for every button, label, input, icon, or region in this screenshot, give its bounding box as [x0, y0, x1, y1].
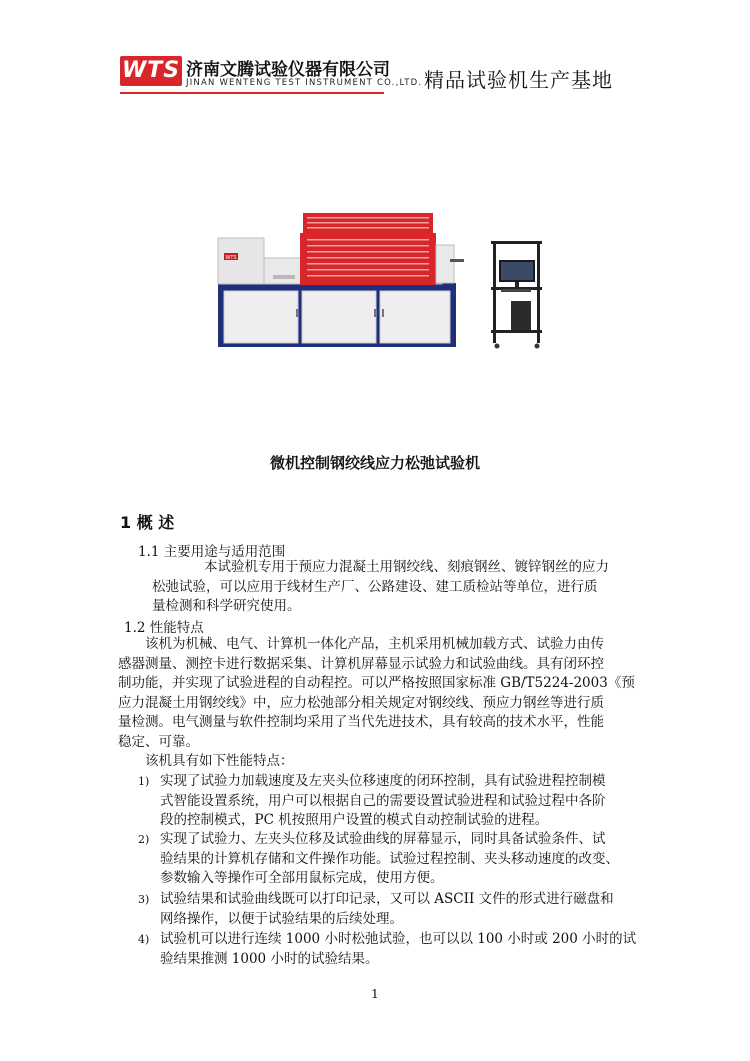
- red-cover-top: [303, 213, 433, 235]
- paragraph-line: 该机具有如下性能特点：: [145, 753, 294, 769]
- paragraph-line: 感器测量、测控卡进行数据采集、计算机屏幕显示试验力和试验曲线。具有闭环控: [118, 655, 604, 672]
- list-item-line: 实现了试验力、左夹头位移及试验曲线的屏幕显示，同时具备试验条件、试: [160, 831, 606, 847]
- computer-tower: [511, 301, 531, 331]
- paragraph-line: 量检测和科学研究使用。: [152, 598, 301, 614]
- paragraph-line: 本试验机专用于预应力混凝土用钢绞线、刻痕钢丝、镀锌钢丝的应力: [204, 559, 609, 575]
- logo-underline: [120, 92, 384, 94]
- paragraph-line: 松弛试验，可以应用于线材生产厂、公路建设、建工质检站等单位，进行质: [152, 578, 598, 595]
- company-logo-mark: WTS: [120, 56, 182, 86]
- document-title: 微机控制钢绞线应力松弛试验机: [269, 454, 480, 472]
- page-number: 1: [371, 987, 379, 1001]
- company-name-cn: 济南文腾试验仪器有限公司: [186, 60, 390, 80]
- list-item-line: 试验机可以进行连续 1000 小时松弛试验，也可以以 100 小时或 200 小时的试: [160, 931, 637, 947]
- cabinet-door-right: [380, 291, 450, 343]
- display-label: WTS: [225, 255, 237, 261]
- list-number: 4): [138, 933, 150, 946]
- cabinet-door-left: [224, 291, 298, 343]
- list-item-line: 参数输入等操作可全部用鼠标完成，使用方便。: [160, 870, 444, 886]
- company-name-en: JINAN WENTENG TEST INSTRUMENT CO.,LTD.: [186, 78, 423, 88]
- list-item-line: 网络操作，以便于试验结果的后续处理。: [160, 910, 403, 927]
- list-item-line: 试验结果和试验曲线既可以打印记录，又可以 ASCII 文件的形式进行磁盘和: [160, 891, 614, 907]
- header-slogan: 精品试验机生产基地: [424, 68, 613, 92]
- list-item-line: 验结果的计算机存储和文件操作功能。试验过程控制、夹头移动速度的改变、: [160, 850, 619, 867]
- paragraph-line: 制功能，并实现了试验进程的自动程控。可以严格按照国家标准 GB/T5224-2003《预: [118, 675, 635, 691]
- list-number: 2): [138, 833, 150, 846]
- product-photo: [215, 205, 555, 350]
- list-number: 1): [138, 775, 150, 788]
- subsection-heading-1-1: 1.1 主要用途与适用范围: [138, 544, 286, 560]
- subsection-heading-1-2: 1.2 性能特点: [124, 620, 204, 636]
- paragraph-line: 该机为机械、电气、计算机一体化产品，主机采用机械加载方式、试验力由传: [145, 636, 604, 652]
- paragraph-line: 量检测。电气测量与软件控制均采用了当代先进技术，具有较高的技术水平，性能: [118, 714, 604, 730]
- list-item-line: 验结果推测 1000 小时的试验结果。: [160, 950, 379, 967]
- list-item-line: 段的控制模式，PC 机按照用户设置的模式自动控制试验的进程。: [160, 812, 549, 828]
- keyboard: [501, 289, 531, 292]
- red-cover-front: [300, 233, 436, 285]
- computer-desk: [491, 241, 542, 349]
- list-item-line: 式智能设置系统，用户可以根据自己的需要设置试验进程和试验过程中各阶: [160, 792, 606, 809]
- cabinet-door-middle: [302, 291, 376, 343]
- section-heading: 1 概 述: [120, 513, 175, 532]
- list-item-line: 实现了试验力加载速度及左夹头位移速度的闭环控制，具有试验进程控制模: [160, 773, 606, 789]
- paragraph-line: 稳定、可靠。: [118, 733, 199, 750]
- list-number: 3): [138, 893, 150, 906]
- paragraph-line: 应力混凝土用钢绞线》中，应力松弛部分相关规定对钢绞线、预应力钢丝等进行质: [118, 694, 604, 711]
- control-box: [218, 238, 264, 284]
